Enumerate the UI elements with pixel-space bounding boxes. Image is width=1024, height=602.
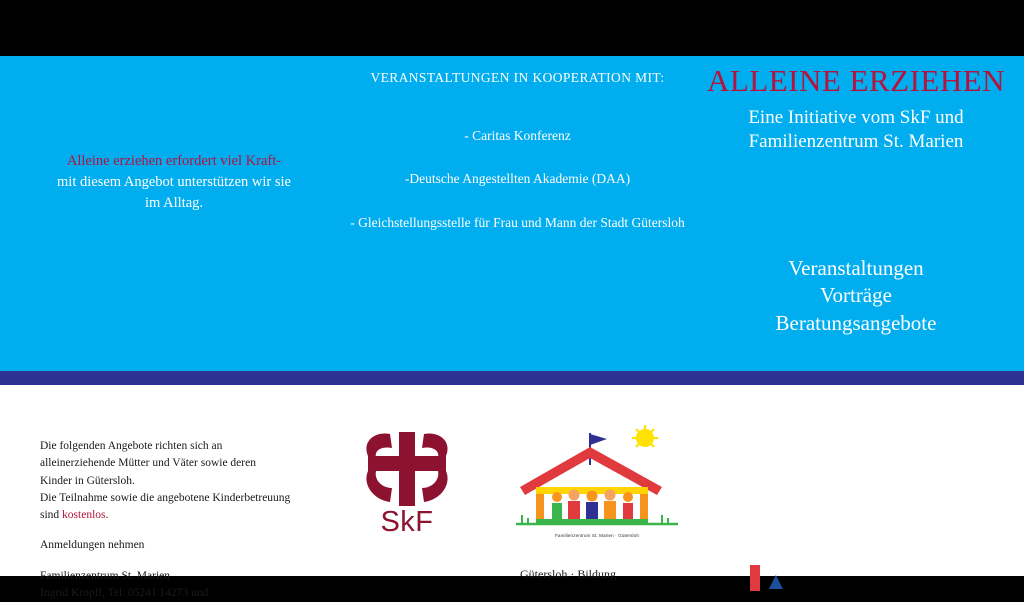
partner-logo-partial-icon <box>742 565 832 595</box>
left-headline: Alleine erziehen erfordert viel Kraft- <box>66 153 282 169</box>
cooperation-partner: - Caritas Konferenz <box>464 127 571 143</box>
skf-wordmark: SkF <box>380 506 434 538</box>
offer-item: Beratungsangebote <box>775 311 937 336</box>
bottom-info-text <box>40 438 340 602</box>
brochure-upper-panel <box>0 56 1024 371</box>
left-text-line-3: im Alltag. <box>145 195 203 212</box>
brochure-subtitle <box>700 106 1012 155</box>
info-line-1: Die folgenden Angebote richten sich an <box>40 440 223 452</box>
right-column <box>700 64 1012 338</box>
partial-partner-text: Gütersloh · Bildung <box>520 567 616 581</box>
brochure-lower-panel <box>0 385 1024 599</box>
contact-name: Familienzentrum St. Marien <box>40 569 170 582</box>
partner-logo-glyph: ▲ <box>764 568 788 595</box>
subtitle-line-1: Eine Initiative vom SkF und <box>748 107 964 129</box>
free-of-charge-accent: kostenlos <box>62 509 106 521</box>
spacer <box>40 555 340 568</box>
offer-item: Veranstaltungen <box>788 255 924 280</box>
brochure-title: ALLEINE ERZIEHEN <box>706 63 1006 98</box>
subtitle-line-2: Familienzentrum St. Marien <box>748 131 964 153</box>
familienzentrum-caption: Familienzentrum St. Marien · Gütersloh <box>555 533 639 538</box>
spacer <box>40 524 340 537</box>
offer-item: Vorträge <box>820 283 892 308</box>
contact-phone: Ingrid Kropff, Tel. 05241 14273 und <box>40 586 209 599</box>
skf-cross-icon <box>360 430 454 508</box>
partner-logo-bar <box>750 565 760 591</box>
cooperation-heading: VERANSTALTUNGEN IN KOOPERATION MIT: <box>370 70 665 85</box>
registration-heading: Anmeldungen nehmen <box>40 539 145 552</box>
info-line-3: Kinder in Gütersloh. <box>40 474 135 487</box>
info-line-5-suffix: . <box>105 509 109 521</box>
left-column <box>14 151 334 214</box>
familienzentrum-illustration-icon <box>512 425 682 540</box>
info-line-2: alleinerziehende Mütter und Väter sowie deren <box>40 457 256 470</box>
info-line-5 <box>40 507 340 524</box>
info-line-4: Die Teilnahme sowie die angebotene Kinderbetreuung <box>40 491 291 504</box>
skf-logo <box>352 430 462 540</box>
offer-list <box>700 255 1012 338</box>
cooperation-partner: -Deutsche Angestellten Akademie (DAA) <box>404 171 631 187</box>
info-line-5-prefix: sind <box>40 509 63 521</box>
cooperation-partner: - Gleichstellungsstelle für Frau und Mann der Stadt Gütersloh <box>350 214 685 230</box>
left-text-line-2: mit diesem Angebot unterstützen wir sie <box>57 174 291 191</box>
divider-bar <box>0 371 1024 385</box>
cooperation-column <box>340 68 695 232</box>
